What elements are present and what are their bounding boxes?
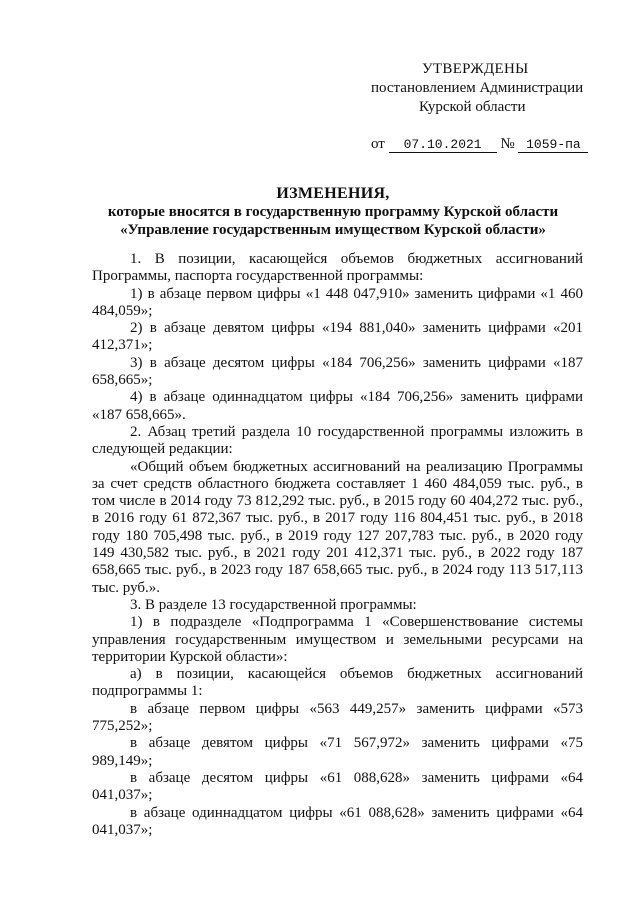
paragraph: 3. В разделе 13 государственной программы: [130, 596, 417, 613]
approval-date-line [371, 135, 591, 154]
approval-issuer: постановлением Администрации [371, 80, 584, 96]
paragraph: 4) в абзаце одиннадцатом цифры «184 706,256» заменить цифрами «187 658,665». [92, 389, 583, 423]
document-heading [70, 185, 596, 239]
approval-number: 1059-па [518, 137, 588, 153]
paragraph: в абзаце одиннадцатом цифры «61 088,628» заменить цифрами «64 041,037»; [92, 804, 583, 838]
approval-region: Курской области [419, 99, 526, 115]
paragraph: в абзаце девятом цифры «71 567,972» заменить цифрами «75 989,149»; [92, 735, 583, 769]
heading-subtitle: которые вносятся в государственную программу Курской области [107, 204, 559, 220]
paragraph: 1. В позиции, касающейся объемов бюджетных ассигнований Программы, паспорта государственной программы: [92, 251, 583, 285]
paragraph: «Общий объем бюджетных ассигнований на реализацию Программы за счет средств областного бюджета составляет 1 460 484,059 тыс. руб., в том числе в 2014 году 73 812,292 тыс. руб., в 2015 году 60 404,272 тыс. руб., в 2016 году 61 872,367 тыс. руб., в 2017 году 116 804,451 тыс. руб., в 2018 году 180 705,498 тыс. руб., в 2019 году 127 207,783 тыс. руб., в 2020 году 149 430,582 тыс. руб., в 2021 году 201 412,371 тыс. руб., в 2022 году 187 658,665 тыс. руб., в 2023 году 187 658,665 тыс. руб., в 2024 году 113 517,113 тыс. руб.». [92, 458, 583, 596]
paragraph: а) в позиции, касающейся объемов бюджетных ассигнований подпрограммы 1: [92, 666, 583, 700]
date-from-label: от [371, 136, 385, 152]
heading-program-name: «Управление государственным имуществом Курской области» [120, 222, 546, 238]
approval-date: 07.10.2021 [389, 137, 497, 153]
paragraph: 3) в абзаце десятом цифры «184 706,256» заменить цифрами «187 658,665»; [92, 354, 583, 389]
paragraph: в абзаце десятом цифры «61 088,628» заменить цифрами «64 041,037»; [92, 769, 583, 804]
approval-title: УТВЕРЖДЕНЫ [422, 61, 529, 77]
number-label: № [500, 136, 515, 152]
heading-title: ИЗМЕНЕНИЯ, [276, 185, 390, 202]
paragraph: 2. Абзац третий раздела 10 государственной программы изложить в следующей редакции: [92, 423, 583, 458]
paragraph: 1) в подразделе «Подпрограмма 1 «Совершенствование системы управления государственным имуществом и земельными ресурсами на территории Курской области»: [92, 614, 583, 665]
paragraph: 2) в абзаце девятом цифры «194 881,040» заменить цифрами «201 412,371»; [92, 320, 583, 354]
document-body [92, 251, 583, 839]
paragraph: в абзаце первом цифры «563 449,257» заменить цифрами «573 775,252»; [92, 700, 583, 735]
approval-stamp [371, 60, 591, 154]
paragraph: 1) в абзаце первом цифры «1 448 047,910» заменить цифрами «1 460 484,059»; [92, 285, 583, 319]
